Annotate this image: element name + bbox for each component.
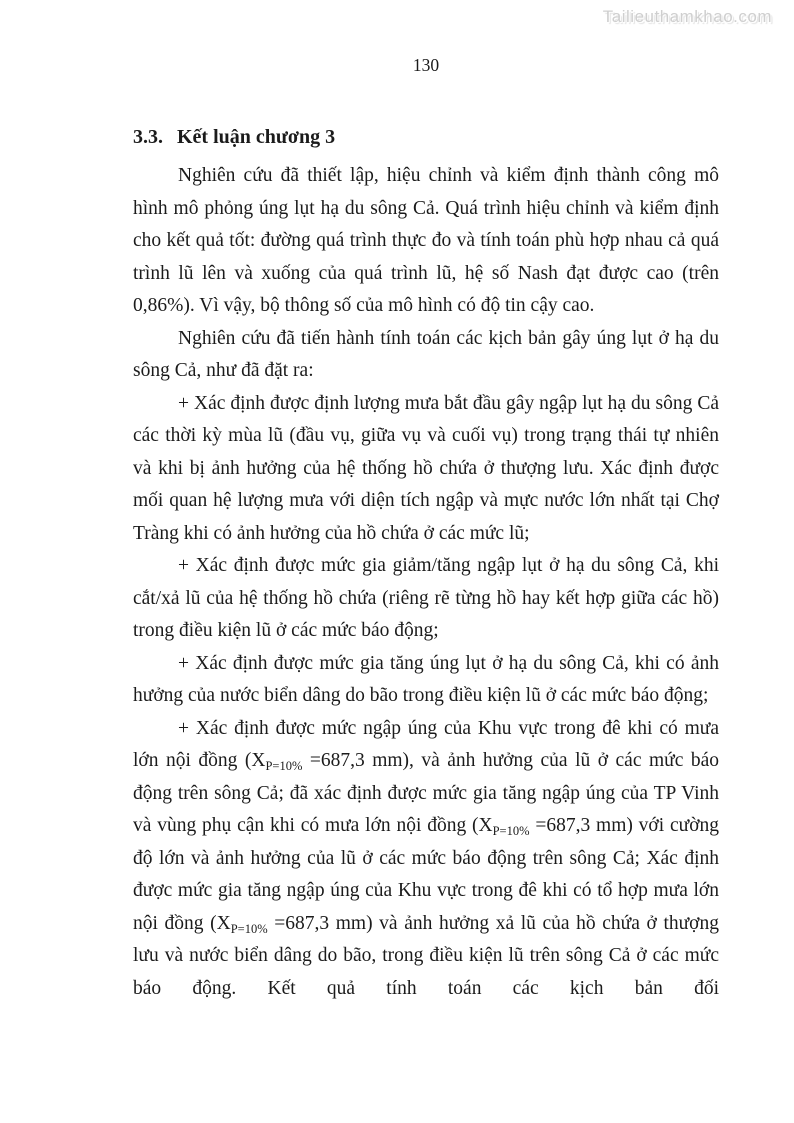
- paragraph: + Xác định được mức ngập úng của Khu vực trong đê khi có mưa lớn nội đồng ($X_{P=10\%} =687,3$ mm), và ảnh hưởng của lũ ở các mức báo động trên sông Cả; đã xác định được mức gia tăng ngập úng của TP Vinh và vùng phụ cận khi có mưa lớn nội đồng ($X_{P=10\%} =687,3$ mm) với cường độ lớn và ảnh hưởng của lũ ở các mức báo động trên sông Cả; Xác định được mức gia tăng ngập úng của Khu vực trong đê khi có tổ hợp mưa lớn nội đồng ($X_{P=10\%} =687,3$ mm) và ảnh hưởng xả lũ của hồ chứa ở thượng lưu và nước biển dâng do bão, trong điều kiện lũ trên sông Cả ở các mức báo động. Kết quả tính toán các kịch bản đối: [133, 717, 720, 999]
- paragraphs-container: [133, 160, 719, 1005]
- subscript-text: P=10%: [492, 824, 530, 838]
- paragraph: Nghiên cứu đã tiến hành tính toán các kịch bản gây úng lụt ở hạ du sông Cả, như đã đặt ra:: [133, 327, 719, 381]
- section-heading-number: 3.3.: [133, 126, 163, 148]
- paragraph: + Xác định được mức gia tăng úng lụt ở hạ du sông Cả, khi có ảnh hưởng của nước biển dâng do bão trong điều kiện lũ ở các mức báo động;: [133, 652, 719, 706]
- document-content: [133, 122, 719, 1005]
- paragraph: + Xác định được định lượng mưa bắt đầu gây ngập lụt hạ du sông Cả các thời kỳ mùa lũ (đầu vụ, giữa vụ và cuối vụ) trong trạng thái tự nhiên và khi bị ảnh hưởng của hệ thống hồ chứa ở thượng lưu. Xác định được mối quan hệ lượng mưa với diện tích ngập và mực nước lớn nhất tại Chợ Tràng khi có ảnh hưởng của hồ chứa ở các mức lũ;: [133, 392, 719, 544]
- section-heading-title: Kết luận chương 3: [177, 126, 336, 148]
- paragraph: + Xác định được mức gia giảm/tăng ngập lụt ở hạ du sông Cả, khi cắt/xả lũ của hệ thống hồ chứa (riêng rẽ từng hồ hay kết hợp giữa các hồ) trong điều kiện lũ ở các mức báo động;: [133, 555, 719, 641]
- watermark: Tailieuthamkhao.com: [602, 7, 772, 26]
- page-number: 130: [412, 55, 440, 75]
- section-heading: [133, 122, 719, 152]
- paragraph: Nghiên cứu đã thiết lập, hiệu chỉnh và kiểm định thành công mô hình mô phỏng úng lụt hạ du sông Cả. Quá trình hiệu chỉnh và kiểm định cho kết quả tốt: đường quá trình thực đo và tính toán phù hợp nhau cả quá trình lũ lên và xuống của quá trình lũ, hệ số Nash đạt được cao (trên 0,86%). Vì vậy, bộ thông số của mô hình có độ tin cậy cao.: [133, 165, 719, 316]
- subscript-text: P=10%: [230, 921, 268, 936]
- subscript-text: P=10%: [265, 759, 303, 773]
